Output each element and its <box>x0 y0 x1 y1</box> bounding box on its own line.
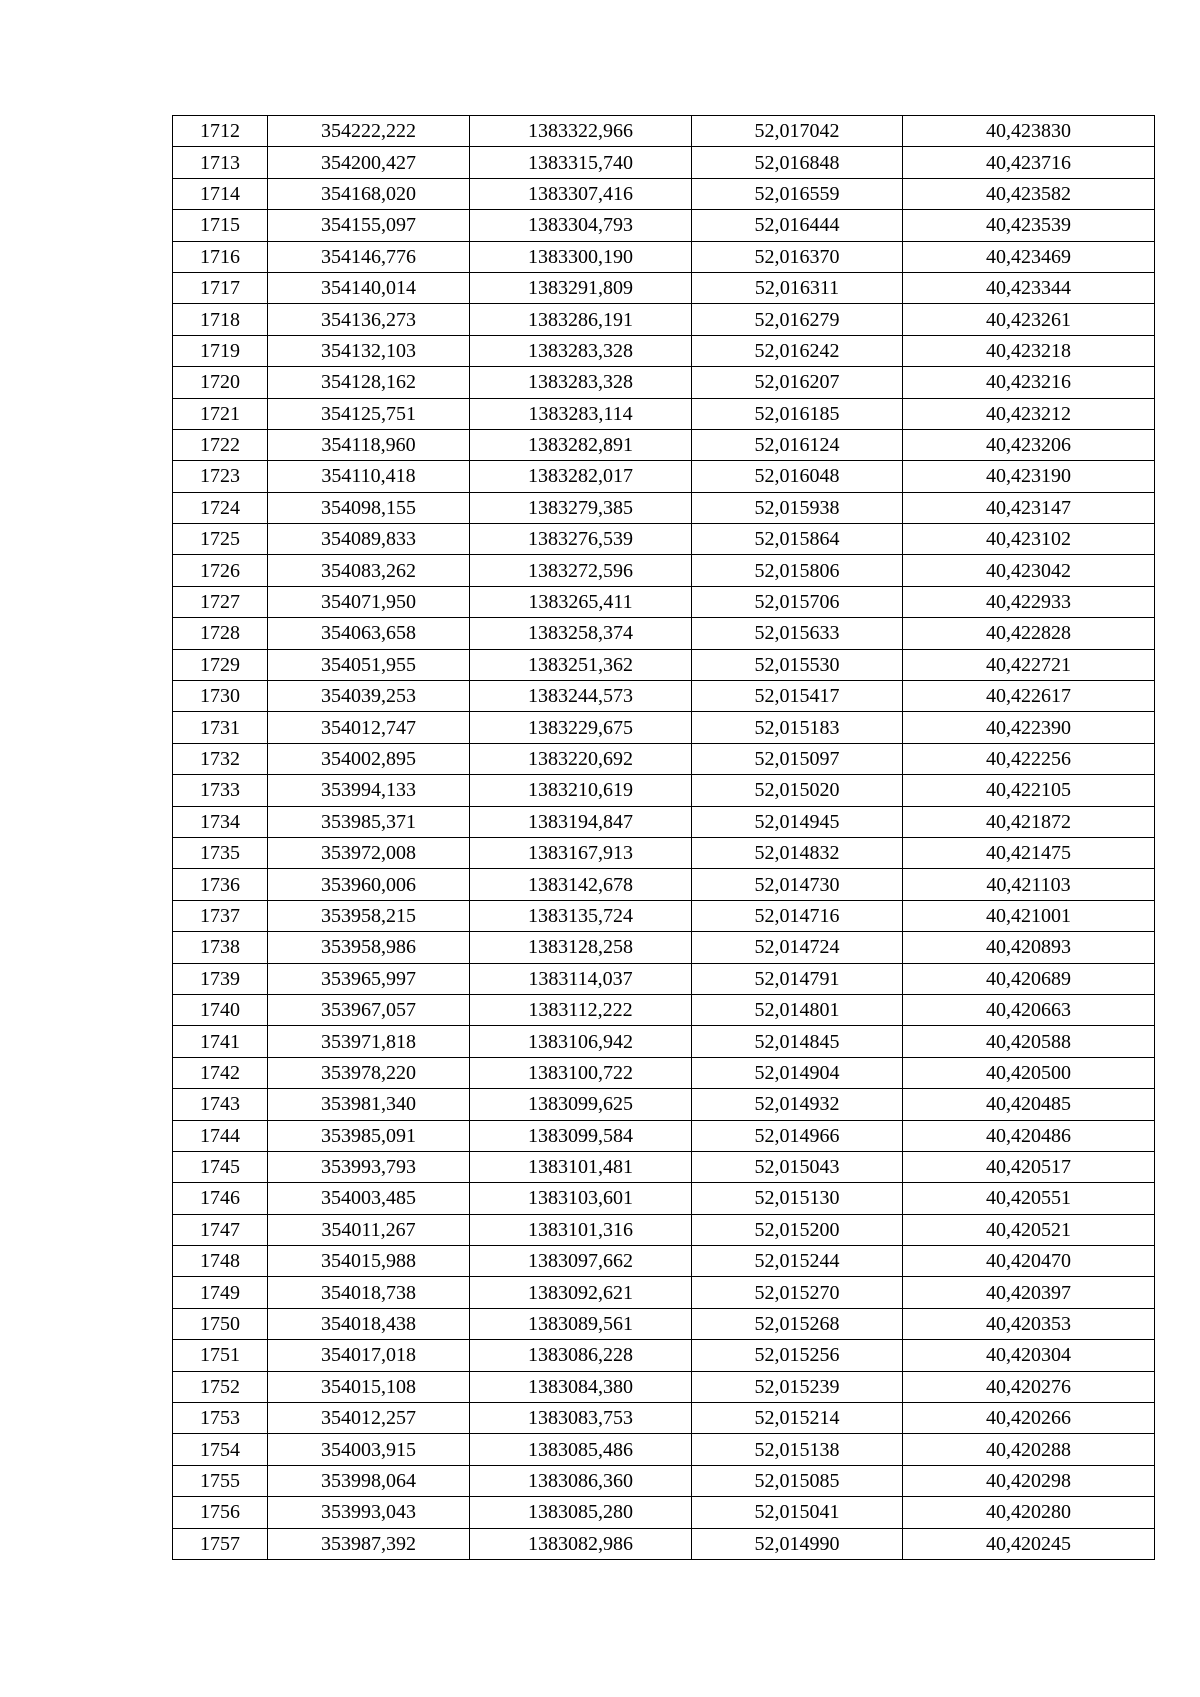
table-row <box>173 335 1155 366</box>
x-coordinate-cell: 354003,915 <box>268 1434 470 1465</box>
point-number-cell: 1728 <box>173 618 268 649</box>
table-row <box>173 994 1155 1025</box>
point-number-cell: 1715 <box>173 210 268 241</box>
x-coordinate-cell: 354098,155 <box>268 492 470 523</box>
longitude-cell: 52,015256 <box>692 1340 903 1371</box>
longitude-cell: 52,016311 <box>692 272 903 303</box>
table-row <box>173 272 1155 303</box>
y-coordinate-cell: 1383099,625 <box>470 1089 692 1120</box>
x-coordinate-cell: 354017,018 <box>268 1340 470 1371</box>
y-coordinate-cell: 1383229,675 <box>470 712 692 743</box>
latitude-cell: 40,420276 <box>903 1371 1155 1402</box>
x-coordinate-cell: 353981,340 <box>268 1089 470 1120</box>
latitude-cell: 40,423216 <box>903 367 1155 398</box>
y-coordinate-cell: 1383307,416 <box>470 178 692 209</box>
point-number-cell: 1755 <box>173 1465 268 1496</box>
longitude-cell: 52,015020 <box>692 775 903 806</box>
table-row <box>173 869 1155 900</box>
x-coordinate-cell: 354051,955 <box>268 649 470 680</box>
latitude-cell: 40,420486 <box>903 1120 1155 1151</box>
table-row <box>173 1214 1155 1245</box>
longitude-cell: 52,016559 <box>692 178 903 209</box>
table-row <box>173 1026 1155 1057</box>
x-coordinate-cell: 353960,006 <box>268 869 470 900</box>
y-coordinate-cell: 1383082,986 <box>470 1528 692 1559</box>
table-row <box>173 1089 1155 1120</box>
longitude-cell: 52,015938 <box>692 492 903 523</box>
point-number-cell: 1737 <box>173 900 268 931</box>
table-row <box>173 555 1155 586</box>
point-number-cell: 1720 <box>173 367 268 398</box>
x-coordinate-cell: 354012,257 <box>268 1403 470 1434</box>
y-coordinate-cell: 1383142,678 <box>470 869 692 900</box>
x-coordinate-cell: 354200,427 <box>268 147 470 178</box>
x-coordinate-cell: 354136,273 <box>268 304 470 335</box>
point-number-cell: 1734 <box>173 806 268 837</box>
x-coordinate-cell: 354083,262 <box>268 555 470 586</box>
point-number-cell: 1716 <box>173 241 268 272</box>
y-coordinate-cell: 1383099,584 <box>470 1120 692 1151</box>
latitude-cell: 40,423190 <box>903 461 1155 492</box>
table-row <box>173 743 1155 774</box>
x-coordinate-cell: 353987,392 <box>268 1528 470 1559</box>
table-row <box>173 618 1155 649</box>
point-number-cell: 1740 <box>173 994 268 1025</box>
longitude-cell: 52,015633 <box>692 618 903 649</box>
x-coordinate-cell: 354140,014 <box>268 272 470 303</box>
table-row <box>173 304 1155 335</box>
longitude-cell: 52,014832 <box>692 837 903 868</box>
coordinates-table-body <box>173 116 1155 1560</box>
latitude-cell: 40,423716 <box>903 147 1155 178</box>
x-coordinate-cell: 354128,162 <box>268 367 470 398</box>
point-number-cell: 1719 <box>173 335 268 366</box>
longitude-cell: 52,014730 <box>692 869 903 900</box>
latitude-cell: 40,420304 <box>903 1340 1155 1371</box>
x-coordinate-cell: 353978,220 <box>268 1057 470 1088</box>
latitude-cell: 40,420551 <box>903 1183 1155 1214</box>
latitude-cell: 40,423582 <box>903 178 1155 209</box>
longitude-cell: 52,015239 <box>692 1371 903 1402</box>
point-number-cell: 1732 <box>173 743 268 774</box>
point-number-cell: 1746 <box>173 1183 268 1214</box>
y-coordinate-cell: 1383092,621 <box>470 1277 692 1308</box>
longitude-cell: 52,014716 <box>692 900 903 931</box>
latitude-cell: 40,422721 <box>903 649 1155 680</box>
table-row <box>173 649 1155 680</box>
y-coordinate-cell: 1383085,486 <box>470 1434 692 1465</box>
latitude-cell: 40,420470 <box>903 1246 1155 1277</box>
latitude-cell: 40,423469 <box>903 241 1155 272</box>
latitude-cell: 40,421872 <box>903 806 1155 837</box>
longitude-cell: 52,014904 <box>692 1057 903 1088</box>
y-coordinate-cell: 1383114,037 <box>470 963 692 994</box>
point-number-cell: 1744 <box>173 1120 268 1151</box>
point-number-cell: 1735 <box>173 837 268 868</box>
y-coordinate-cell: 1383210,619 <box>470 775 692 806</box>
x-coordinate-cell: 354168,020 <box>268 178 470 209</box>
table-row <box>173 1057 1155 1088</box>
table-row <box>173 524 1155 555</box>
y-coordinate-cell: 1383086,228 <box>470 1340 692 1371</box>
x-coordinate-cell: 353971,818 <box>268 1026 470 1057</box>
longitude-cell: 52,014945 <box>692 806 903 837</box>
y-coordinate-cell: 1383220,692 <box>470 743 692 774</box>
x-coordinate-cell: 354012,747 <box>268 712 470 743</box>
point-number-cell: 1754 <box>173 1434 268 1465</box>
longitude-cell: 52,014791 <box>692 963 903 994</box>
table-row <box>173 1183 1155 1214</box>
x-coordinate-cell: 353972,008 <box>268 837 470 868</box>
latitude-cell: 40,423539 <box>903 210 1155 241</box>
longitude-cell: 52,015214 <box>692 1403 903 1434</box>
latitude-cell: 40,422390 <box>903 712 1155 743</box>
y-coordinate-cell: 1383282,891 <box>470 429 692 460</box>
longitude-cell: 52,014966 <box>692 1120 903 1151</box>
point-number-cell: 1730 <box>173 681 268 712</box>
latitude-cell: 40,422617 <box>903 681 1155 712</box>
y-coordinate-cell: 1383300,190 <box>470 241 692 272</box>
latitude-cell: 40,420588 <box>903 1026 1155 1057</box>
longitude-cell: 52,014990 <box>692 1528 903 1559</box>
x-coordinate-cell: 354018,438 <box>268 1308 470 1339</box>
x-coordinate-cell: 354110,418 <box>268 461 470 492</box>
longitude-cell: 52,015268 <box>692 1308 903 1339</box>
point-number-cell: 1712 <box>173 116 268 147</box>
y-coordinate-cell: 1383283,328 <box>470 367 692 398</box>
y-coordinate-cell: 1383128,258 <box>470 932 692 963</box>
point-number-cell: 1748 <box>173 1246 268 1277</box>
longitude-cell: 52,016207 <box>692 367 903 398</box>
longitude-cell: 52,016848 <box>692 147 903 178</box>
longitude-cell: 52,016279 <box>692 304 903 335</box>
latitude-cell: 40,420280 <box>903 1497 1155 1528</box>
point-number-cell: 1736 <box>173 869 268 900</box>
y-coordinate-cell: 1383083,753 <box>470 1403 692 1434</box>
point-number-cell: 1751 <box>173 1340 268 1371</box>
point-number-cell: 1724 <box>173 492 268 523</box>
latitude-cell: 40,422933 <box>903 586 1155 617</box>
longitude-cell: 52,016048 <box>692 461 903 492</box>
longitude-cell: 52,015244 <box>692 1246 903 1277</box>
x-coordinate-cell: 354002,895 <box>268 743 470 774</box>
table-row <box>173 1246 1155 1277</box>
y-coordinate-cell: 1383103,601 <box>470 1183 692 1214</box>
point-number-cell: 1722 <box>173 429 268 460</box>
x-coordinate-cell: 354222,222 <box>268 116 470 147</box>
x-coordinate-cell: 353958,986 <box>268 932 470 963</box>
y-coordinate-cell: 1383315,740 <box>470 147 692 178</box>
table-row <box>173 1340 1155 1371</box>
latitude-cell: 40,421103 <box>903 869 1155 900</box>
table-row <box>173 1151 1155 1182</box>
y-coordinate-cell: 1383167,913 <box>470 837 692 868</box>
latitude-cell: 40,423147 <box>903 492 1155 523</box>
latitude-cell: 40,420689 <box>903 963 1155 994</box>
longitude-cell: 52,014932 <box>692 1089 903 1120</box>
y-coordinate-cell: 1383194,847 <box>470 806 692 837</box>
longitude-cell: 52,017042 <box>692 116 903 147</box>
latitude-cell: 40,421001 <box>903 900 1155 931</box>
y-coordinate-cell: 1383279,385 <box>470 492 692 523</box>
x-coordinate-cell: 354146,776 <box>268 241 470 272</box>
longitude-cell: 52,015138 <box>692 1434 903 1465</box>
longitude-cell: 52,014845 <box>692 1026 903 1057</box>
latitude-cell: 40,421475 <box>903 837 1155 868</box>
point-number-cell: 1725 <box>173 524 268 555</box>
x-coordinate-cell: 354155,097 <box>268 210 470 241</box>
point-number-cell: 1721 <box>173 398 268 429</box>
table-row <box>173 1403 1155 1434</box>
latitude-cell: 40,423042 <box>903 555 1155 586</box>
table-row <box>173 429 1155 460</box>
x-coordinate-cell: 353958,215 <box>268 900 470 931</box>
table-row <box>173 963 1155 994</box>
coordinates-table <box>172 115 1155 1560</box>
longitude-cell: 52,015270 <box>692 1277 903 1308</box>
table-row <box>173 1308 1155 1339</box>
y-coordinate-cell: 1383258,374 <box>470 618 692 649</box>
point-number-cell: 1718 <box>173 304 268 335</box>
y-coordinate-cell: 1383089,561 <box>470 1308 692 1339</box>
latitude-cell: 40,420521 <box>903 1214 1155 1245</box>
point-number-cell: 1713 <box>173 147 268 178</box>
table-row <box>173 932 1155 963</box>
latitude-cell: 40,420397 <box>903 1277 1155 1308</box>
y-coordinate-cell: 1383291,809 <box>470 272 692 303</box>
longitude-cell: 52,015417 <box>692 681 903 712</box>
latitude-cell: 40,423261 <box>903 304 1155 335</box>
table-row <box>173 1497 1155 1528</box>
table-row <box>173 775 1155 806</box>
y-coordinate-cell: 1383265,411 <box>470 586 692 617</box>
y-coordinate-cell: 1383286,191 <box>470 304 692 335</box>
latitude-cell: 40,420893 <box>903 932 1155 963</box>
longitude-cell: 52,015864 <box>692 524 903 555</box>
longitude-cell: 52,015183 <box>692 712 903 743</box>
x-coordinate-cell: 354071,950 <box>268 586 470 617</box>
table-row <box>173 1120 1155 1151</box>
longitude-cell: 52,015085 <box>692 1465 903 1496</box>
point-number-cell: 1753 <box>173 1403 268 1434</box>
point-number-cell: 1750 <box>173 1308 268 1339</box>
x-coordinate-cell: 354063,658 <box>268 618 470 649</box>
y-coordinate-cell: 1383251,362 <box>470 649 692 680</box>
table-row <box>173 1371 1155 1402</box>
table-row <box>173 398 1155 429</box>
table-row <box>173 241 1155 272</box>
y-coordinate-cell: 1383282,017 <box>470 461 692 492</box>
y-coordinate-cell: 1383272,596 <box>470 555 692 586</box>
table-row <box>173 900 1155 931</box>
point-number-cell: 1738 <box>173 932 268 963</box>
table-row <box>173 1277 1155 1308</box>
table-row <box>173 712 1155 743</box>
latitude-cell: 40,423344 <box>903 272 1155 303</box>
longitude-cell: 52,016444 <box>692 210 903 241</box>
latitude-cell: 40,423830 <box>903 116 1155 147</box>
x-coordinate-cell: 353967,057 <box>268 994 470 1025</box>
y-coordinate-cell: 1383276,539 <box>470 524 692 555</box>
latitude-cell: 40,423102 <box>903 524 1155 555</box>
x-coordinate-cell: 353993,793 <box>268 1151 470 1182</box>
table-row <box>173 586 1155 617</box>
table-row <box>173 1434 1155 1465</box>
latitude-cell: 40,423212 <box>903 398 1155 429</box>
y-coordinate-cell: 1383322,966 <box>470 116 692 147</box>
table-row <box>173 178 1155 209</box>
x-coordinate-cell: 354125,751 <box>268 398 470 429</box>
longitude-cell: 52,015097 <box>692 743 903 774</box>
longitude-cell: 52,016124 <box>692 429 903 460</box>
latitude-cell: 40,420288 <box>903 1434 1155 1465</box>
y-coordinate-cell: 1383135,724 <box>470 900 692 931</box>
longitude-cell: 52,015806 <box>692 555 903 586</box>
y-coordinate-cell: 1383304,793 <box>470 210 692 241</box>
point-number-cell: 1741 <box>173 1026 268 1057</box>
x-coordinate-cell: 353994,133 <box>268 775 470 806</box>
x-coordinate-cell: 354015,988 <box>268 1246 470 1277</box>
table-row <box>173 681 1155 712</box>
point-number-cell: 1717 <box>173 272 268 303</box>
table-row <box>173 147 1155 178</box>
point-number-cell: 1745 <box>173 1151 268 1182</box>
longitude-cell: 52,015130 <box>692 1183 903 1214</box>
x-coordinate-cell: 353965,997 <box>268 963 470 994</box>
point-number-cell: 1743 <box>173 1089 268 1120</box>
point-number-cell: 1749 <box>173 1277 268 1308</box>
y-coordinate-cell: 1383283,328 <box>470 335 692 366</box>
point-number-cell: 1726 <box>173 555 268 586</box>
latitude-cell: 40,420266 <box>903 1403 1155 1434</box>
point-number-cell: 1742 <box>173 1057 268 1088</box>
table-row <box>173 806 1155 837</box>
latitude-cell: 40,422828 <box>903 618 1155 649</box>
point-number-cell: 1747 <box>173 1214 268 1245</box>
x-coordinate-cell: 353998,064 <box>268 1465 470 1496</box>
latitude-cell: 40,420353 <box>903 1308 1155 1339</box>
x-coordinate-cell: 354039,253 <box>268 681 470 712</box>
y-coordinate-cell: 1383100,722 <box>470 1057 692 1088</box>
x-coordinate-cell: 354118,960 <box>268 429 470 460</box>
latitude-cell: 40,420517 <box>903 1151 1155 1182</box>
latitude-cell: 40,423218 <box>903 335 1155 366</box>
y-coordinate-cell: 1383101,316 <box>470 1214 692 1245</box>
y-coordinate-cell: 1383106,942 <box>470 1026 692 1057</box>
x-coordinate-cell: 354089,833 <box>268 524 470 555</box>
longitude-cell: 52,015043 <box>692 1151 903 1182</box>
point-number-cell: 1729 <box>173 649 268 680</box>
x-coordinate-cell: 354003,485 <box>268 1183 470 1214</box>
x-coordinate-cell: 353985,371 <box>268 806 470 837</box>
y-coordinate-cell: 1383085,280 <box>470 1497 692 1528</box>
table-row <box>173 1465 1155 1496</box>
y-coordinate-cell: 1383101,481 <box>470 1151 692 1182</box>
y-coordinate-cell: 1383112,222 <box>470 994 692 1025</box>
longitude-cell: 52,015041 <box>692 1497 903 1528</box>
longitude-cell: 52,015706 <box>692 586 903 617</box>
x-coordinate-cell: 353985,091 <box>268 1120 470 1151</box>
longitude-cell: 52,015530 <box>692 649 903 680</box>
x-coordinate-cell: 354015,108 <box>268 1371 470 1402</box>
x-coordinate-cell: 353993,043 <box>268 1497 470 1528</box>
latitude-cell: 40,422105 <box>903 775 1155 806</box>
latitude-cell: 40,420245 <box>903 1528 1155 1559</box>
y-coordinate-cell: 1383244,573 <box>470 681 692 712</box>
longitude-cell: 52,014724 <box>692 932 903 963</box>
longitude-cell: 52,015200 <box>692 1214 903 1245</box>
x-coordinate-cell: 354011,267 <box>268 1214 470 1245</box>
point-number-cell: 1752 <box>173 1371 268 1402</box>
point-number-cell: 1756 <box>173 1497 268 1528</box>
table-row <box>173 492 1155 523</box>
table-row <box>173 837 1155 868</box>
point-number-cell: 1714 <box>173 178 268 209</box>
longitude-cell: 52,016185 <box>692 398 903 429</box>
y-coordinate-cell: 1383086,360 <box>470 1465 692 1496</box>
latitude-cell: 40,420500 <box>903 1057 1155 1088</box>
x-coordinate-cell: 354132,103 <box>268 335 470 366</box>
y-coordinate-cell: 1383097,662 <box>470 1246 692 1277</box>
y-coordinate-cell: 1383084,380 <box>470 1371 692 1402</box>
latitude-cell: 40,420298 <box>903 1465 1155 1496</box>
point-number-cell: 1723 <box>173 461 268 492</box>
table-row <box>173 367 1155 398</box>
point-number-cell: 1757 <box>173 1528 268 1559</box>
table-row <box>173 210 1155 241</box>
point-number-cell: 1733 <box>173 775 268 806</box>
point-number-cell: 1731 <box>173 712 268 743</box>
point-number-cell: 1739 <box>173 963 268 994</box>
latitude-cell: 40,422256 <box>903 743 1155 774</box>
latitude-cell: 40,423206 <box>903 429 1155 460</box>
x-coordinate-cell: 354018,738 <box>268 1277 470 1308</box>
longitude-cell: 52,014801 <box>692 994 903 1025</box>
longitude-cell: 52,016370 <box>692 241 903 272</box>
latitude-cell: 40,420663 <box>903 994 1155 1025</box>
latitude-cell: 40,420485 <box>903 1089 1155 1120</box>
y-coordinate-cell: 1383283,114 <box>470 398 692 429</box>
table-row <box>173 116 1155 147</box>
longitude-cell: 52,016242 <box>692 335 903 366</box>
table-row <box>173 1528 1155 1559</box>
table-row <box>173 461 1155 492</box>
point-number-cell: 1727 <box>173 586 268 617</box>
